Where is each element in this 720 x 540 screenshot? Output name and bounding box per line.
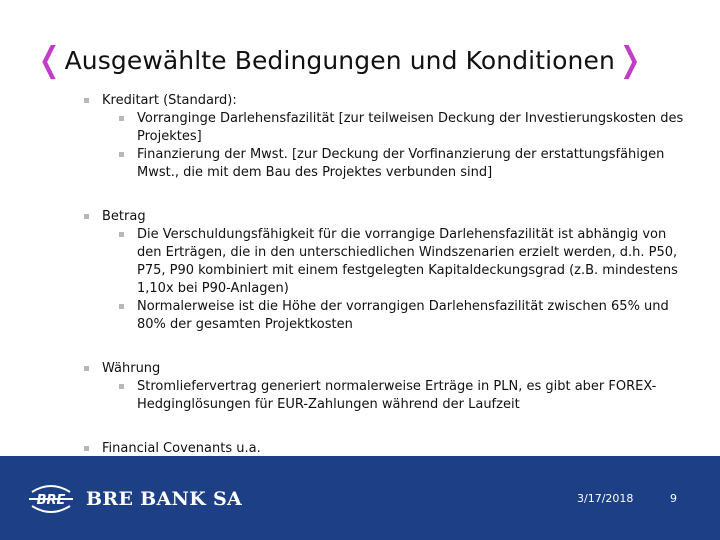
sub-bullet-text: Vorranginge Darlehensfazilität [zur teilweisen Deckung der Investierungskosten des Projektes] — [137, 111, 684, 144]
bank-name: BRE BANK SA — [86, 488, 243, 510]
bullet-square-icon — [119, 304, 124, 309]
bullet-waehrung — [84, 360, 694, 414]
bullet-text: Betrag — [102, 209, 146, 224]
sub-bullet-text: Stromliefervertrag generiert normalerweise Erträge in PLN, es gibt aber FOREX-Hedginglösungen für EUR-Zahlungen während der Laufzeit — [137, 379, 657, 412]
sub-bullet — [102, 146, 694, 182]
bullet-betrag — [84, 208, 694, 334]
title-right-bracket-icon: ❭ — [615, 40, 645, 80]
bullet-text: Financial Covenants u.a. — [102, 441, 261, 456]
bullet-square-icon — [119, 116, 124, 121]
sub-bullet-text: Die Verschuldungsfähigkeit für die vorrangige Darlehensfazilität ist abhängig von den Erträgen, die in den unterschiedlichen Windszenarien erzielt werden, d.h. P50, P75, P90 kombiniert mit einem festgelegten Kapitaldeckungsgrad (z.B. mindestens 1,10x bei P90-Anlagen) — [137, 227, 678, 296]
title-left-bracket-icon: ❬ — [35, 40, 64, 80]
sub-bullet — [102, 298, 694, 334]
sub-bullet — [102, 226, 694, 298]
slide-date: 3/17/2018 — [577, 492, 634, 505]
bullet-square-icon — [119, 232, 124, 237]
slide-content — [84, 92, 694, 476]
bullet-square-icon — [119, 384, 124, 389]
bullet-text: Kreditart (Standard): — [102, 93, 237, 108]
sub-bullet — [102, 378, 694, 414]
svg-text:BRE: BRE — [36, 493, 66, 508]
bre-bank-logo-icon — [26, 478, 76, 520]
slide-title-text: Ausgewählte Bedingungen und Konditionen — [64, 45, 615, 75]
bullet-square-icon — [84, 214, 89, 219]
slide-footer — [0, 456, 720, 540]
page-number: 9 — [670, 492, 677, 505]
bullet-square-icon — [84, 446, 89, 451]
bullet-kreditart — [84, 92, 694, 182]
sub-bullet-text: Finanzierung der Mwst. [zur Deckung der Vorfinanzierung der erstattungsfähigen Mwst., die mit dem Bau des Projektes verbunden sind] — [137, 147, 665, 180]
bullet-text: Währung — [102, 361, 161, 376]
bullet-square-icon — [84, 98, 89, 103]
sub-bullet — [102, 110, 694, 146]
sub-bullet-text: Normalerweise ist die Höhe der vorrangigen Darlehensfazilität zwischen 65% und 80% der gesamten Projektkosten — [137, 299, 669, 332]
slide-title — [34, 40, 646, 80]
bullet-square-icon — [84, 366, 89, 371]
bank-logo — [26, 478, 242, 520]
bullet-square-icon — [119, 152, 124, 157]
